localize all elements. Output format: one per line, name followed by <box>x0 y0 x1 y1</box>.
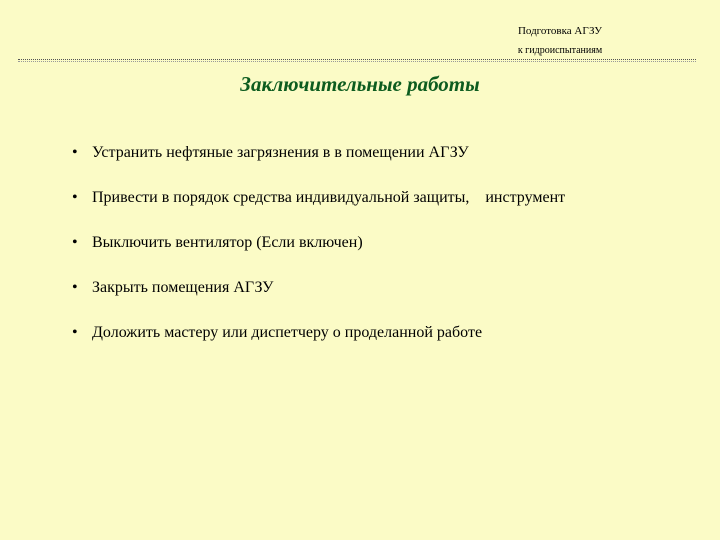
bullet-dot-icon: • <box>72 279 78 296</box>
bullet-text: Закрыть помещения АГЗУ <box>92 279 274 296</box>
bullet-dot-icon: • <box>72 234 78 251</box>
bullet-item <box>72 143 692 188</box>
header-divider-secondary <box>18 61 696 62</box>
bullet-dot-icon: • <box>72 324 78 341</box>
header-note-line1: Подготовка АГЗУ <box>517 25 603 37</box>
bullet-item <box>72 233 692 278</box>
bullet-text: Выключить вентилятор (Если включен) <box>92 234 363 251</box>
bullet-item <box>72 323 692 368</box>
bullet-dot-icon: • <box>72 144 78 161</box>
header-divider <box>18 59 696 60</box>
header-note-line2: к гидроиспытаниям <box>517 45 603 56</box>
bullet-dot-icon: • <box>72 189 78 206</box>
bullet-list <box>72 143 692 368</box>
slide-title: Заключительные работы <box>240 72 480 96</box>
header-note <box>480 22 640 60</box>
bullet-item <box>72 188 692 233</box>
bullet-item <box>72 278 692 323</box>
bullet-text: Доложить мастеру или диспетчеру о проделанной работе <box>92 324 483 341</box>
bullet-text: Привести в порядок средства индивидуальной защиты, инструмент <box>92 189 566 206</box>
bullet-text: Устранить нефтяные загрязнения в в помещении АГЗУ <box>92 144 469 161</box>
